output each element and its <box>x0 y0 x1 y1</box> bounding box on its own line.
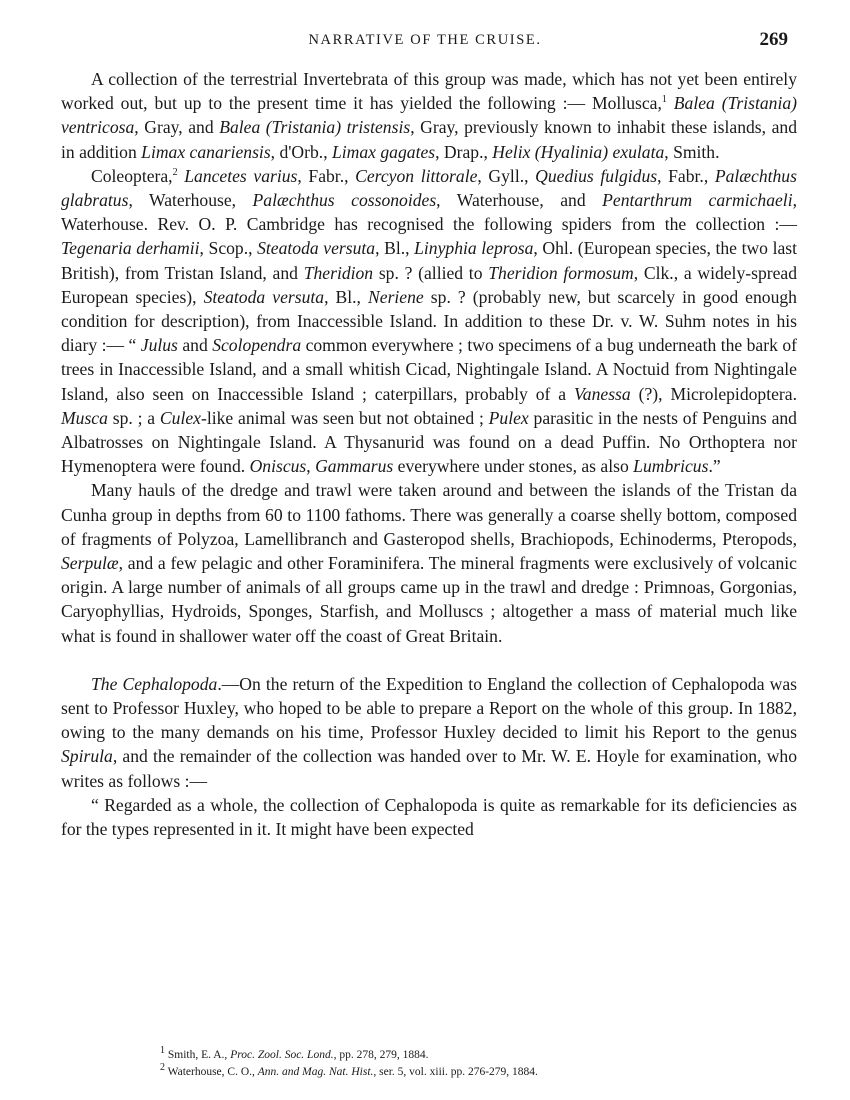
paragraph-coleoptera <box>61 164 797 479</box>
text-run: , Waterhouse, <box>128 190 253 211</box>
species-name: Spirula <box>61 746 113 767</box>
running-title: NARRATIVE OF THE CRUISE. <box>308 32 542 48</box>
text-run: Coleoptera, <box>91 165 173 186</box>
species-name: Pulex <box>488 407 529 428</box>
species-name: Scolopendra <box>212 335 302 356</box>
species-name: Neriene <box>368 286 424 307</box>
text-run: Waterhouse, C. O., <box>165 1066 258 1078</box>
text-run: “ Regarded as a whole, the collection of Cephalopoda is quite as remarkable for its deficiencies as for the types represented in it. It might have been expected <box>61 794 797 840</box>
text-run: , Waterhouse. Rev. O. P. Cambridge has recognised the following spiders from the collection :— <box>61 190 797 235</box>
text-run: , Waterhouse, and <box>436 190 603 211</box>
species-name: Lumbricus <box>633 456 709 477</box>
species-name: Oniscus <box>249 456 307 477</box>
species-name: Lancetes varius <box>184 165 298 186</box>
species-name: Helix (Hyalinia) exulata <box>492 141 665 162</box>
paragraph-dredge-hauls <box>61 478 797 647</box>
text-run: Smith, E. A., <box>165 1049 231 1061</box>
journal-title: Ann. and Mag. Nat. Hist. <box>257 1066 374 1078</box>
paragraph-invertebrata <box>61 67 797 164</box>
text-run: , Fabr., <box>297 165 356 186</box>
species-name: Limax canariensis <box>141 141 271 162</box>
text-run: , Drap., <box>435 141 493 162</box>
footnote-ref-1: 1 <box>661 94 667 106</box>
species-name: Gammarus <box>315 456 394 477</box>
species-name: Steatoda versuta <box>203 286 325 307</box>
species-name: Balea (Tristania) tristensis <box>219 117 411 138</box>
text-run: , Bl., <box>375 238 415 259</box>
text-run: , Bl., <box>324 286 369 307</box>
species-name: Theridion <box>303 262 374 283</box>
text-run: , d'Orb., <box>270 141 332 162</box>
text-run: , Fabr., <box>657 165 715 186</box>
text-run: , Gyll., <box>477 165 536 186</box>
text-run: sp. ? (probably new, but scarcely in good enough condition for description), from Inaccessible Island. In addition to these Dr. v. W. Suhm notes in his diary :— “ <box>61 286 797 356</box>
text-run: -like animal was seen but not obtained ; <box>200 407 489 428</box>
species-name: Quedius fulgidus <box>535 165 658 186</box>
text-run: .—On the return of the Expedition to England the collection of Cephalopoda was sent to Professor Huxley, who hoped to be able to prepare a Report on the whole of this group. In 1882, owing to the many demands on his time, Professor Huxley decided to limit his Report to the genus <box>61 673 797 743</box>
section-heading: The Cephalopoda <box>91 673 218 694</box>
footnotes <box>160 1047 800 1081</box>
species-name: Theridion formosum <box>488 262 634 283</box>
species-name: Musca <box>61 407 108 428</box>
species-name: Julus <box>140 335 178 356</box>
text-run: sp. ; a <box>107 407 160 428</box>
text-run: sp. ? (allied to <box>373 262 489 283</box>
footnote-ref-2: 2 <box>172 166 178 178</box>
footnote-number: 1 <box>160 1045 165 1057</box>
text-run: , Clk., a widely-spread European species), <box>61 262 798 307</box>
footnote-1 <box>160 1047 800 1064</box>
species-name: Cercyon littorale <box>355 165 478 186</box>
text-run: , and a few pelagic and other Foraminifera. The mineral fragments were exclusively of volcanic origin. A large number of animals of all groups came up in the trawl and dredge : Primnoas, Gorgonias, Caryophyllias, Hydroids, Sponges, Starfish, and Molluscs ; altogether a mass of material much like what is found in shallower water off the coast of Great Britain. <box>61 553 797 646</box>
species-name: Palæchthus cossonoides <box>252 190 437 211</box>
text-run: , Ohl. (European species, the two last British), from Tristan Island, and <box>61 238 798 283</box>
species-name: Steatoda versuta <box>257 238 376 259</box>
text-run: , Smith. <box>664 141 720 162</box>
species-name: Pentarthrum carmichaeli <box>602 190 793 211</box>
text-run: Many hauls of the dredge and trawl were taken around and between the islands of the Tristan da Cunha group in depths from 60 to 1100 fathoms. There was generally a coarse shelly bottom, composed of fragments of Polyzoa, Lamellibranch and Gasteropod shells, Brachiopods, Echinoderms, Pteropods, <box>61 480 797 549</box>
species-name: Limax gagates <box>332 141 436 162</box>
text-run: parasitic in the nests of Penguins and Albatrosses on Nightingale Island. A Thysanurid was found on a dead Puffin. No Orthoptera nor Hymenoptera were found. <box>61 407 797 477</box>
species-name: Tegenaria derhamii <box>61 238 200 259</box>
footnote-2 <box>160 1064 800 1081</box>
text-run: , ser. 5, vol. xiii. pp. 276-279, 1884. <box>373 1066 538 1078</box>
text-run: A collection of the terrestrial Invertebrata of this group was made, which has not yet been entirely worked out, but up to the present time it has yielded the following :— Mollusca, <box>61 69 797 114</box>
species-name: Culex <box>159 407 201 428</box>
species-name: Balea (Tristania) ventricosa <box>61 93 797 138</box>
page-header <box>62 29 788 54</box>
page-number: 269 <box>759 29 788 50</box>
text-run: , Gray, and <box>134 117 220 138</box>
text-run: , pp. 278, 279, 1884. <box>333 1049 429 1061</box>
section-gap <box>61 648 797 672</box>
species-name: Serpulæ <box>61 553 119 574</box>
text-run: , <box>306 456 316 477</box>
text-run: , Gray, previously known to inhabit these islands, and in addition <box>61 117 797 162</box>
body-text <box>61 67 797 841</box>
text-run: and <box>177 335 213 356</box>
species-name: Linyphia leprosa <box>414 238 534 259</box>
text-run: (?), Microlepidoptera. <box>630 383 797 404</box>
paragraph-cephalopoda <box>61 672 797 793</box>
text-run: , and the remainder of the collection was handed over to Mr. W. E. Hoyle for examination, who writes as follows :— <box>61 746 797 791</box>
text-run: everywhere under stones, as also <box>393 456 634 477</box>
journal-title: Proc. Zool. Soc. Lond. <box>230 1049 334 1061</box>
paragraph-hoyle-quote <box>61 793 797 841</box>
species-name: Vanessa <box>574 383 631 404</box>
text-run: .” <box>708 456 721 477</box>
species-name: Palæchthus glabratus <box>61 165 797 211</box>
text-run: , Scop., <box>199 238 258 259</box>
footnote-number: 2 <box>160 1062 165 1074</box>
text-run <box>667 93 674 113</box>
text-run: common everywhere ; two specimens of a bug underneath the bark of trees in Inaccessible Island, and a small whitish Cicad, Nightingale Island. A Noctuid from Nightingale Island, also seen on Inaccessible Island ; caterpillars, probably of a <box>61 335 797 404</box>
